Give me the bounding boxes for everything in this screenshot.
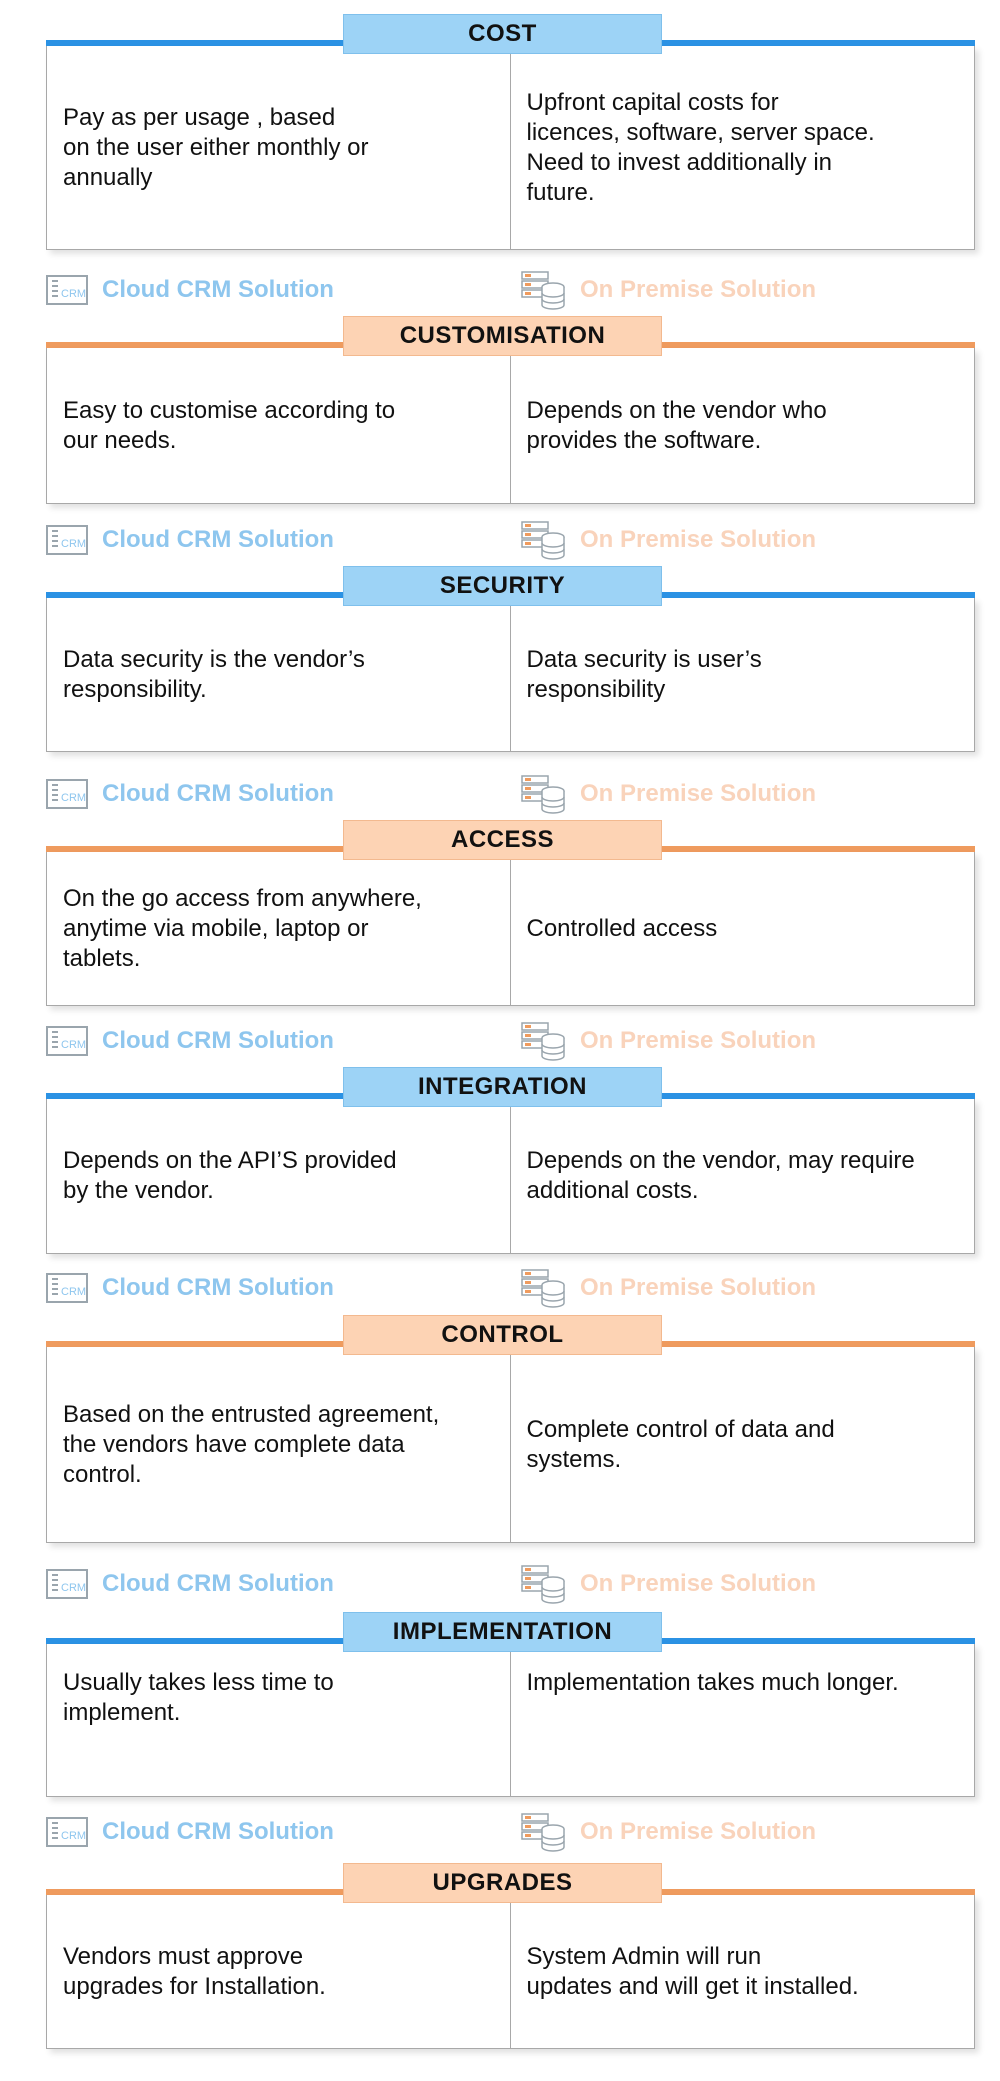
server-database-icon [520,520,566,560]
legend-premise-label: On Premise Solution [580,780,817,807]
section-title: COST [343,14,662,54]
cloud-cell [47,348,511,503]
crm-window-icon [46,1569,88,1599]
crm-window-icon [46,1817,88,1847]
premise-text: Upfront capital costs for licences, software, server space. Need to invest additionally in future. [526,88,875,206]
legend-cloud-label: Cloud CRM Solution [102,526,334,553]
svg-text:CRM: CRM [61,1830,87,1842]
server-database-icon [520,1812,566,1852]
section-title: CONTROL [343,1315,662,1355]
cloud-text: Vendors must approve upgrades for Installation. [63,1942,326,2000]
legend-cloud [46,1564,334,1604]
legend-cloud-label: Cloud CRM Solution [102,1570,334,1597]
comparison-table [46,348,975,504]
comparison-table [46,1644,975,1797]
premise-cell [511,348,975,503]
legend-row [46,1021,975,1061]
cloud-cell [47,1347,511,1542]
legend-row [46,1564,975,1604]
premise-cell [511,598,975,751]
premise-cell [511,46,975,249]
legend-premise [520,1812,816,1852]
premise-text: Controlled access [526,914,718,942]
server-database-icon [520,1021,566,1061]
cloud-text: Easy to customise according to our needs. [63,396,396,454]
server-database-icon [520,270,566,310]
legend-row [46,520,975,560]
legend-premise [520,270,816,310]
comparison-table [46,1099,975,1254]
svg-text:CRM: CRM [61,1286,87,1298]
legend-cloud [46,520,334,560]
premise-cell [511,1644,975,1796]
legend-cloud-label: Cloud CRM Solution [102,276,334,303]
crm-window-icon [46,275,88,305]
comparison-table [46,46,975,250]
server-database-icon [520,774,566,814]
premise-text: Depends on the vendor who provides the software. [526,396,827,454]
server-database-icon [520,1268,566,1308]
legend-row [46,1268,975,1308]
comparison-table [46,1347,975,1543]
cloud-text: Data security is the vendor’s responsibility. [63,645,365,703]
premise-cell [511,852,975,1005]
section-title: SECURITY [343,566,662,606]
section-title: UPGRADES [343,1863,662,1903]
premise-text: Data security is user’s responsibility [526,645,762,703]
crm-window-icon [46,1273,88,1303]
cloud-cell [47,1099,511,1253]
comparison-table [46,598,975,752]
legend-row [46,774,975,814]
comparison-table [46,852,975,1006]
premise-text: System Admin will run updates and will get it installed. [526,1942,859,2000]
legend-cloud [46,1021,334,1061]
premise-cell [511,1347,975,1542]
section-title: IMPLEMENTATION [343,1612,662,1652]
legend-cloud-label: Cloud CRM Solution [102,1274,334,1301]
cloud-text: Based on the entrusted agreement, the vendors have complete data control. [63,1400,440,1488]
server-database-icon [520,1564,566,1604]
svg-text:CRM: CRM [61,792,87,804]
cloud-cell [47,46,511,249]
section-title: ACCESS [343,820,662,860]
cloud-text: Depends on the API’S provided by the vendor. [63,1147,397,1204]
premise-text: Implementation takes much longer. [526,1669,899,1696]
premise-text: Depends on the vendor, may require additional costs. [526,1147,915,1204]
svg-text:CRM: CRM [61,1039,87,1051]
comparison-table [46,1895,975,2049]
cloud-text: On the go access from anywhere, anytime via mobile, laptop or tablets. [63,884,422,972]
crm-window-icon [46,779,88,809]
cloud-text: Usually takes less time to implement. [63,1669,334,1726]
legend-row [46,270,975,310]
legend-cloud-label: Cloud CRM Solution [102,1818,334,1845]
legend-premise-label: On Premise Solution [580,1570,817,1597]
legend-premise-label: On Premise Solution [580,526,817,553]
legend-premise [520,520,816,560]
legend-cloud-label: Cloud CRM Solution [102,780,334,807]
legend-premise-label: On Premise Solution [580,1274,817,1301]
legend-premise-label: On Premise Solution [580,276,817,303]
premise-cell [511,1099,975,1253]
legend-cloud [46,1268,334,1308]
crm-window-icon [46,1026,88,1056]
premise-cell [511,1895,975,2048]
svg-text:CRM: CRM [61,538,87,550]
cloud-text: Pay as per usage , based on the user either monthly or annually [63,103,369,191]
legend-cloud [46,1812,334,1852]
cloud-cell [47,1895,511,2048]
premise-text: Complete control of data and systems. [526,1415,835,1473]
cloud-cell [47,598,511,751]
legend-premise [520,1564,816,1604]
legend-row [46,1812,975,1852]
legend-premise [520,1268,816,1308]
cloud-cell [47,1644,511,1796]
section-title: CUSTOMISATION [343,316,662,356]
legend-cloud-label: Cloud CRM Solution [102,1027,334,1054]
crm-window-icon [46,525,88,555]
legend-premise [520,1021,816,1061]
legend-premise [520,774,816,814]
section-title: INTEGRATION [343,1067,662,1107]
legend-cloud [46,774,334,814]
svg-text:CRM: CRM [61,1582,87,1594]
legend-premise-label: On Premise Solution [580,1027,817,1054]
cloud-cell [47,852,511,1005]
svg-text:CRM: CRM [61,288,87,300]
legend-premise-label: On Premise Solution [580,1818,817,1845]
legend-cloud [46,270,334,310]
